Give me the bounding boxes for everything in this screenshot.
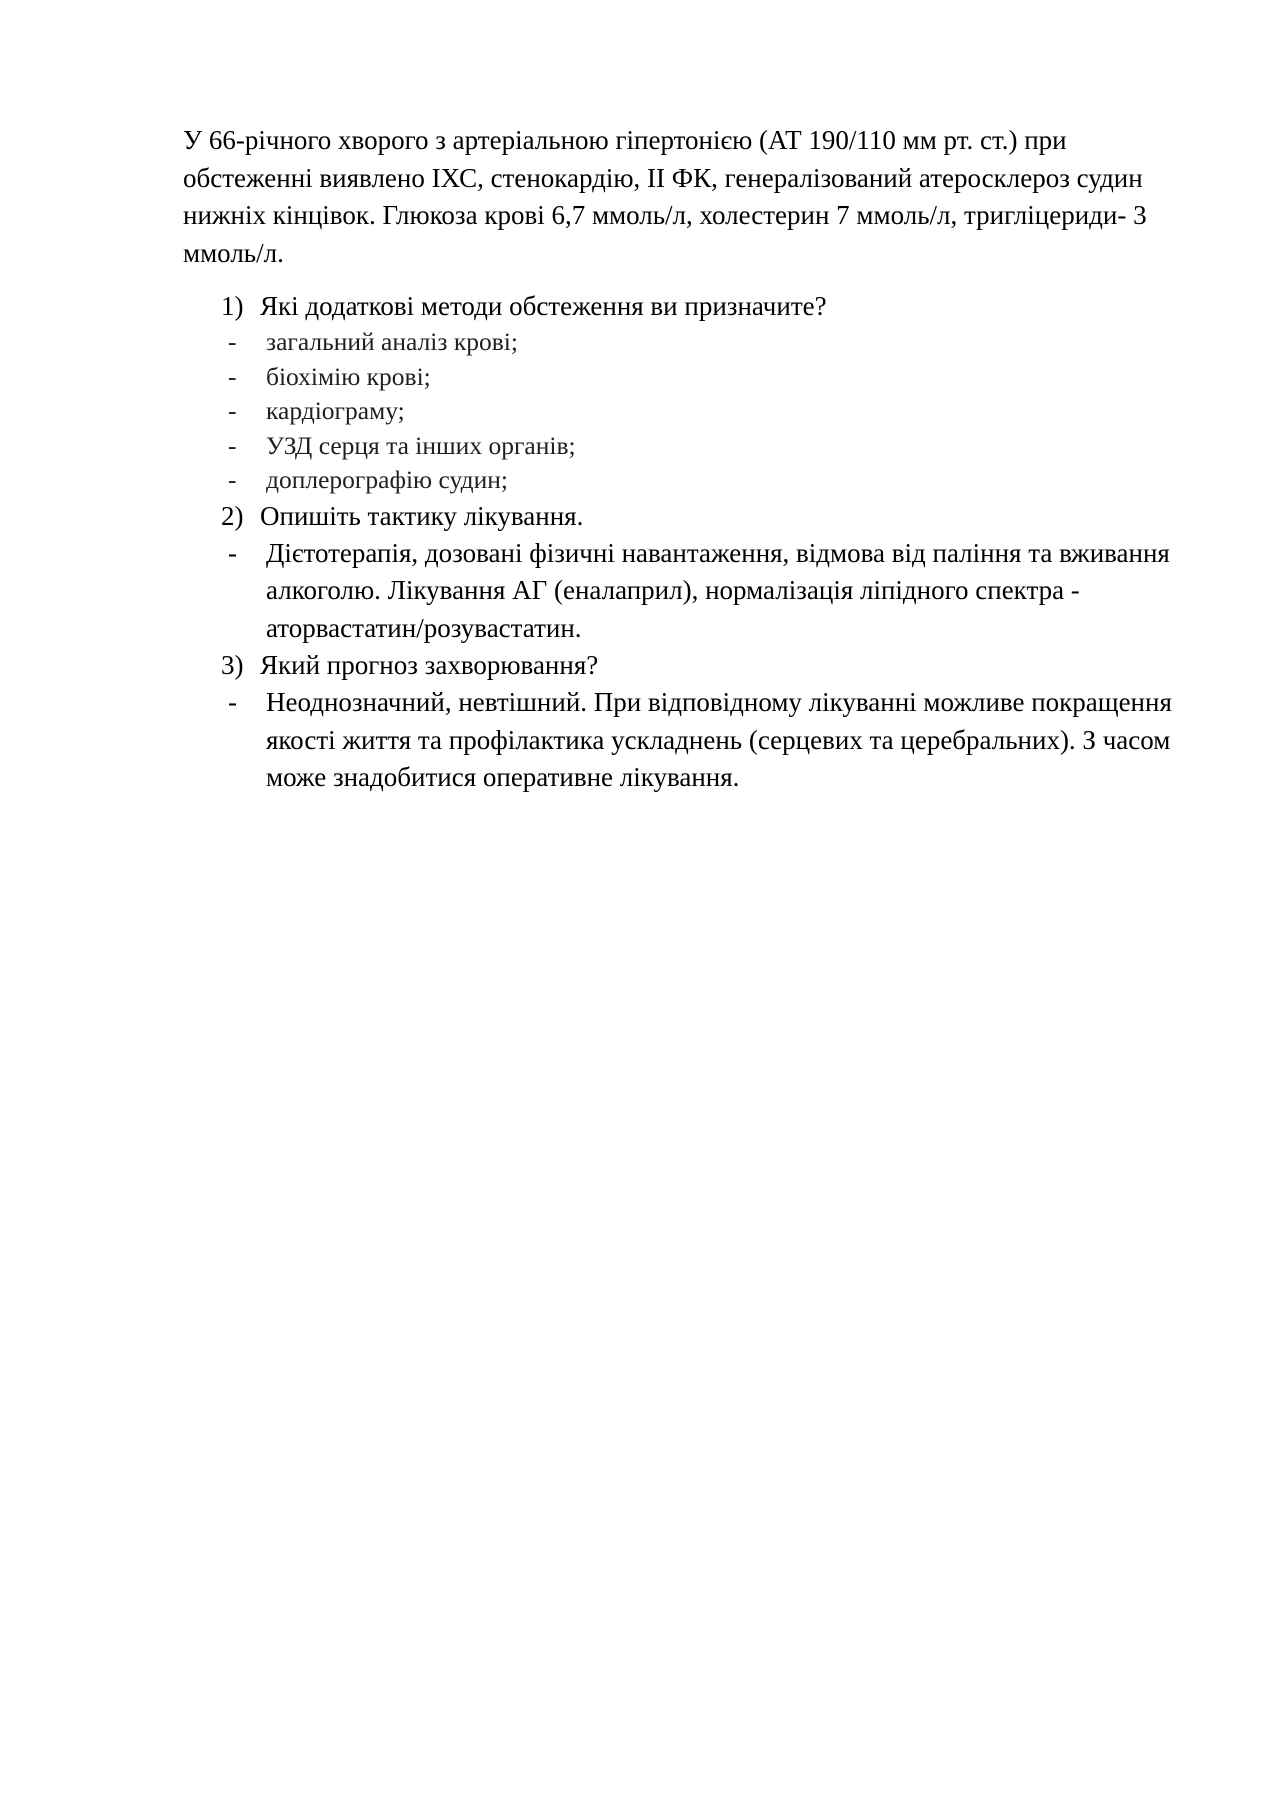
- answer-text: кардіограму;: [266, 396, 405, 425]
- answer-item: [0, 463, 1280, 498]
- question-number: 3): [221, 650, 244, 680]
- question-number: 1): [221, 291, 244, 321]
- dash-bullet: -: [228, 361, 237, 391]
- answer-item: [0, 535, 1280, 648]
- dash-bullet: -: [228, 687, 237, 717]
- answer-text: доплерографію судин;: [266, 465, 508, 494]
- question-text: Які додаткові методи обстеження ви призначите?: [260, 291, 827, 321]
- answer-item: [0, 429, 1280, 464]
- dash-bullet: -: [228, 327, 237, 356]
- dash-bullet: -: [228, 537, 237, 568]
- question-text: Опишіть тактику лікування.: [260, 500, 584, 531]
- answer-text: біохімію крові;: [266, 361, 431, 391]
- question-number: 2): [221, 500, 244, 531]
- answer-text: УЗД серця та інших органів;: [266, 430, 576, 460]
- answer-text: Дієтотерапія, дозовані фізичні навантаження, відмова від паління та вживання алкоголю. Лікування АГ (еналаприл), нормалізація ліпідного спектра - аторвастатин/розувастатин.: [266, 537, 1170, 643]
- dash-bullet: -: [228, 465, 237, 494]
- question-1: [0, 288, 1280, 325]
- dash-bullet: -: [228, 396, 237, 425]
- answer-text: Неоднозначний, невтішний. При відповідному лікуванні можливе покращення якості життя та профілактика ускладнень (серцевих та церебральних). З часом може знадобитися оперативне лікування.: [266, 687, 1172, 792]
- answer-item: [0, 684, 1280, 797]
- question-list: [0, 288, 1280, 797]
- case-description: У 66-річного хворого з артеріальною гіпертонією (АТ 190/110 мм рт. ст.) при обстеженні виявлено ІХС, стенокардію, ІІ ФК, генералізований атеросклероз судин нижніх кінцівок. Глюкоза крові 6,7 ммоль/л, холестерин 7 ммоль/л, тригліцериди- 3 ммоль/л.: [183, 125, 1147, 268]
- answer-item: [0, 325, 1280, 360]
- question-text: Який прогноз захворювання?: [260, 650, 599, 680]
- question-2: [0, 498, 1280, 535]
- answer-item: [0, 394, 1280, 429]
- dash-bullet: -: [228, 430, 237, 460]
- answer-text: загальний аналіз крові;: [266, 327, 518, 356]
- question-3: [0, 647, 1280, 684]
- answer-item: [0, 360, 1280, 395]
